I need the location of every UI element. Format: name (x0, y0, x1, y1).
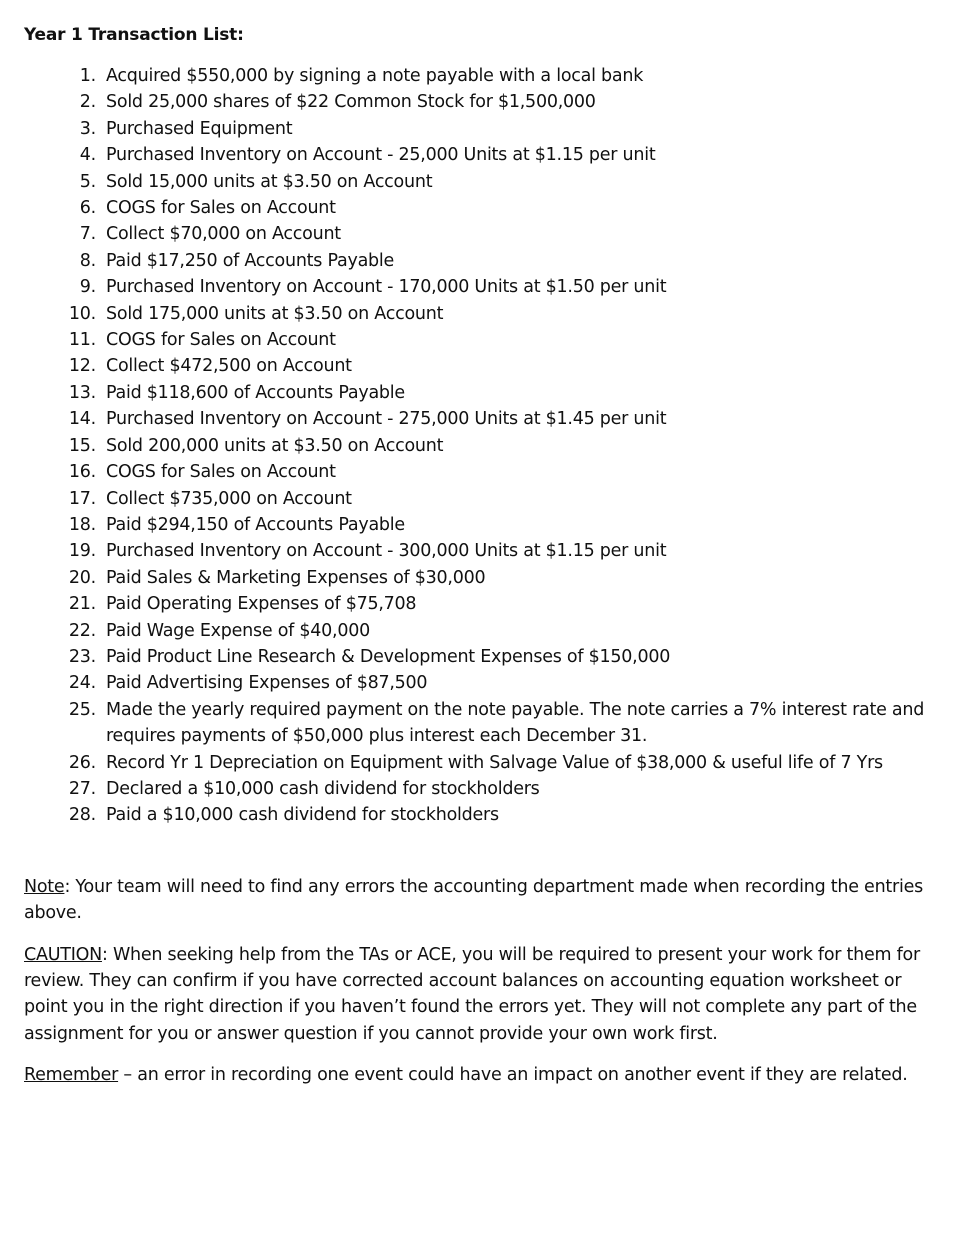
item-text: Paid a $10,000 cash dividend for stockholders (106, 805, 499, 826)
list-item (24, 195, 956, 221)
item-number: 14 . (24, 406, 96, 432)
list-item (24, 644, 956, 670)
item-number: 17 . (24, 486, 96, 512)
item-number: 9 . (24, 274, 96, 300)
notes-section (24, 874, 956, 1089)
item-text: Purchased Inventory on Account - 275,000 Units at $1.45 per unit (106, 409, 667, 430)
item-text: Sold 25,000 shares of $22 Common Stock for $1,500,000 (106, 92, 596, 113)
item-text: Purchased Inventory on Account - 25,000 Units at $1.15 per unit (106, 145, 656, 166)
item-text: COGS for Sales on Account (106, 330, 336, 351)
item-number: 12 . (24, 353, 96, 379)
list-item (24, 63, 956, 89)
item-text: Paid $294,150 of Accounts Payable (106, 514, 405, 535)
item-number: 3 . (24, 116, 96, 142)
remember-text: an error in recording one event could have an impact on another event if they are related. (137, 1065, 908, 1086)
remember-paragraph (24, 1062, 956, 1088)
remember-separator: – (118, 1065, 138, 1086)
item-number: 2 . (24, 89, 96, 115)
item-text: Paid Operating Expenses of $75,708 (106, 594, 417, 615)
item-text: Made the yearly required payment on the note payable. The note carries a 7% interest rate and requires payments of $50,000 plus interest each December 31. (106, 699, 925, 747)
item-text: Paid $118,600 of Accounts Payable (106, 382, 405, 403)
list-item (24, 459, 956, 485)
item-number: 7 . (24, 221, 96, 247)
list-item (24, 591, 956, 617)
item-text: Declared a $10,000 cash dividend for stockholders (106, 778, 540, 799)
note-text: Your team will need to find any errors the accounting department made when recording the entries above. (24, 876, 923, 924)
item-number: 6 . (24, 195, 96, 221)
item-text: Purchased Equipment (106, 118, 293, 139)
item-text: Sold 15,000 units at $3.50 on Account (106, 171, 433, 192)
remember-label: Remember (24, 1065, 119, 1086)
item-number: 11 . (24, 327, 96, 353)
item-number: 27 . (24, 776, 96, 802)
item-number: 10 . (24, 301, 96, 327)
item-number: 4 . (24, 142, 96, 168)
caution-text: When seeking help from the TAs or ACE, you will be required to present your work for them for review. They can confirm if you have corrected account balances on accounting equation worksheet or point you in the right direction if you haven’t found the errors yet. They will not complete any part of the assignment for you or answer question if you cannot provide your own work first. (24, 944, 920, 1044)
item-number: 23 . (24, 644, 96, 670)
transaction-list (24, 63, 956, 829)
list-item (24, 750, 956, 776)
list-item (24, 433, 956, 459)
list-item (24, 380, 956, 406)
caution-label: CAUTION (24, 944, 102, 965)
item-number: 22 . (24, 618, 96, 644)
list-item (24, 89, 956, 115)
list-item (24, 301, 956, 327)
caution-paragraph (24, 942, 956, 1048)
item-text: Paid $17,250 of Accounts Payable (106, 250, 395, 271)
item-number: 1 . (24, 63, 96, 89)
item-text: Acquired $550,000 by signing a note payable with a local bank (106, 66, 644, 86)
item-number: 19 . (24, 538, 96, 564)
item-number: 24 . (24, 670, 96, 696)
list-item (24, 406, 956, 432)
list-item (24, 353, 956, 379)
list-item (24, 221, 956, 247)
item-number: 20 . (24, 565, 96, 591)
list-item (24, 142, 956, 168)
item-text: Sold 175,000 units at $3.50 on Account (106, 303, 444, 324)
item-number: 21 . (24, 591, 96, 617)
list-item (24, 618, 956, 644)
item-number: 5 . (24, 169, 96, 195)
list-item (24, 248, 956, 274)
list-item (24, 776, 956, 802)
list-item (24, 327, 956, 353)
list-item (24, 802, 956, 828)
item-number: 15 . (24, 433, 96, 459)
item-number: 25 . (24, 697, 96, 750)
item-number: 26 . (24, 750, 96, 776)
note-separator: : (64, 876, 76, 897)
caution-separator: : (101, 944, 113, 965)
item-text: Collect $70,000 on Account (106, 224, 341, 245)
list-item (24, 697, 956, 750)
item-number: 18 . (24, 512, 96, 538)
list-item (24, 565, 956, 591)
note-label: Note (24, 876, 65, 897)
item-text: Purchased Inventory on Account - 170,000 Units at $1.50 per unit (106, 277, 667, 298)
item-text: Sold 200,000 units at $3.50 on Account (106, 435, 444, 456)
list-item (24, 169, 956, 195)
item-text: Paid Sales & Marketing Expenses of $30,000 (106, 567, 486, 588)
item-text: COGS for Sales on Account (106, 462, 336, 483)
item-text: Paid Wage Expense of $40,000 (106, 620, 370, 641)
item-text: Collect $472,500 on Account (106, 356, 352, 377)
item-number: 8 . (24, 248, 96, 274)
page-title: Year 1 Transaction List: (24, 25, 244, 45)
item-number: 28 . (24, 802, 96, 828)
list-item (24, 538, 956, 564)
item-text: Collect $735,000 on Account (106, 488, 352, 509)
item-text: Purchased Inventory on Account - 300,000 Units at $1.15 per unit (106, 541, 667, 562)
list-item (24, 274, 956, 300)
list-item (24, 116, 956, 142)
item-text: Paid Advertising Expenses of $87,500 (106, 673, 428, 694)
list-item (24, 486, 956, 512)
item-text: COGS for Sales on Account (106, 198, 336, 219)
item-text: Paid Product Line Research & Development Expenses of $150,000 (106, 646, 671, 667)
item-text: Record Yr 1 Depreciation on Equipment with Salvage Value of $38,000 & useful life of 7 Yrs (106, 752, 883, 773)
item-number: 13 . (24, 380, 96, 406)
list-item (24, 512, 956, 538)
item-number: 16 . (24, 459, 96, 485)
note-paragraph (24, 874, 956, 927)
list-item (24, 670, 956, 696)
